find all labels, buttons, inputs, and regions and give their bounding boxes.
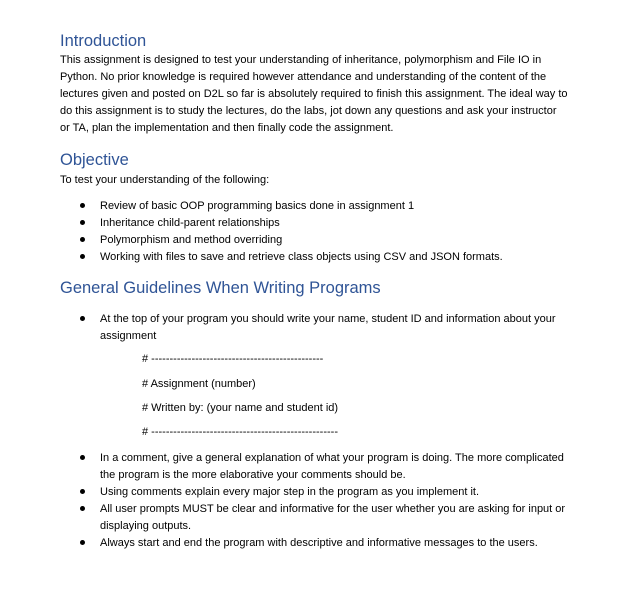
guidelines-list xyxy=(60,450,620,552)
code-divider-top: # ----------------------------------------------- xyxy=(142,353,324,365)
introduction-line: Python. No prior knowledge is required however attendance and understanding of the content of the xyxy=(60,71,547,83)
introduction-line: lectures given and posted on D2L so far is absolutely required to finish this assignment. The ideal way to xyxy=(60,88,568,100)
bullet-icon xyxy=(80,254,85,259)
code-written-by-line: # Written by: (your name and student id) xyxy=(142,402,339,414)
bullet-icon xyxy=(80,489,85,494)
objective-list xyxy=(60,198,600,266)
guidelines-first-list xyxy=(60,311,620,345)
introduction-paragraph xyxy=(60,52,568,137)
introduction-line: or TA, plan the implementation and then finally code the assignment. xyxy=(60,122,394,134)
guidelines-heading: General Guidelines When Writing Programs xyxy=(60,279,381,297)
objective-intro: To test your understanding of the following: xyxy=(60,174,270,186)
bullet-icon xyxy=(80,506,85,511)
list-item: Polymorphism and method overriding xyxy=(60,232,600,249)
list-item: In a comment, give a general explanation of what your program is doing. The more complicated the program is the more elaborative your comments should be. xyxy=(60,450,620,484)
bullet-icon xyxy=(80,237,85,242)
bullet-icon xyxy=(80,455,85,460)
bullet-icon xyxy=(80,316,85,321)
list-item: At the top of your program you should write your name, student ID and information about your assignment xyxy=(60,311,620,345)
bullet-icon xyxy=(80,220,85,225)
bullet-icon xyxy=(80,203,85,208)
list-item: Inheritance child-parent relationships xyxy=(60,215,600,232)
list-item: Using comments explain every major step in the program as you implement it. xyxy=(60,484,620,501)
bullet-icon xyxy=(80,540,85,545)
list-item: Working with files to save and retrieve class objects using CSV and JSON formats. xyxy=(60,249,600,266)
introduction-heading: Introduction xyxy=(60,32,147,50)
list-item: Review of basic OOP programming basics done in assignment 1 xyxy=(60,198,600,215)
code-divider-bottom: # --------------------------------------------------- xyxy=(142,426,338,438)
introduction-line: do this assignment is to study the lectures, do the labs, jot down any questions and ask your instructor xyxy=(60,105,557,117)
introduction-line: This assignment is designed to test your understanding of inheritance, polymorphism and File IO in xyxy=(60,54,542,66)
code-assignment-line: # Assignment (number) xyxy=(142,378,256,390)
objective-heading: Objective xyxy=(60,151,129,169)
list-item: Always start and end the program with descriptive and informative messages to the users. xyxy=(60,535,620,552)
list-item: All user prompts MUST be clear and informative for the user whether you are asking for input or displaying outputs. xyxy=(60,501,620,535)
